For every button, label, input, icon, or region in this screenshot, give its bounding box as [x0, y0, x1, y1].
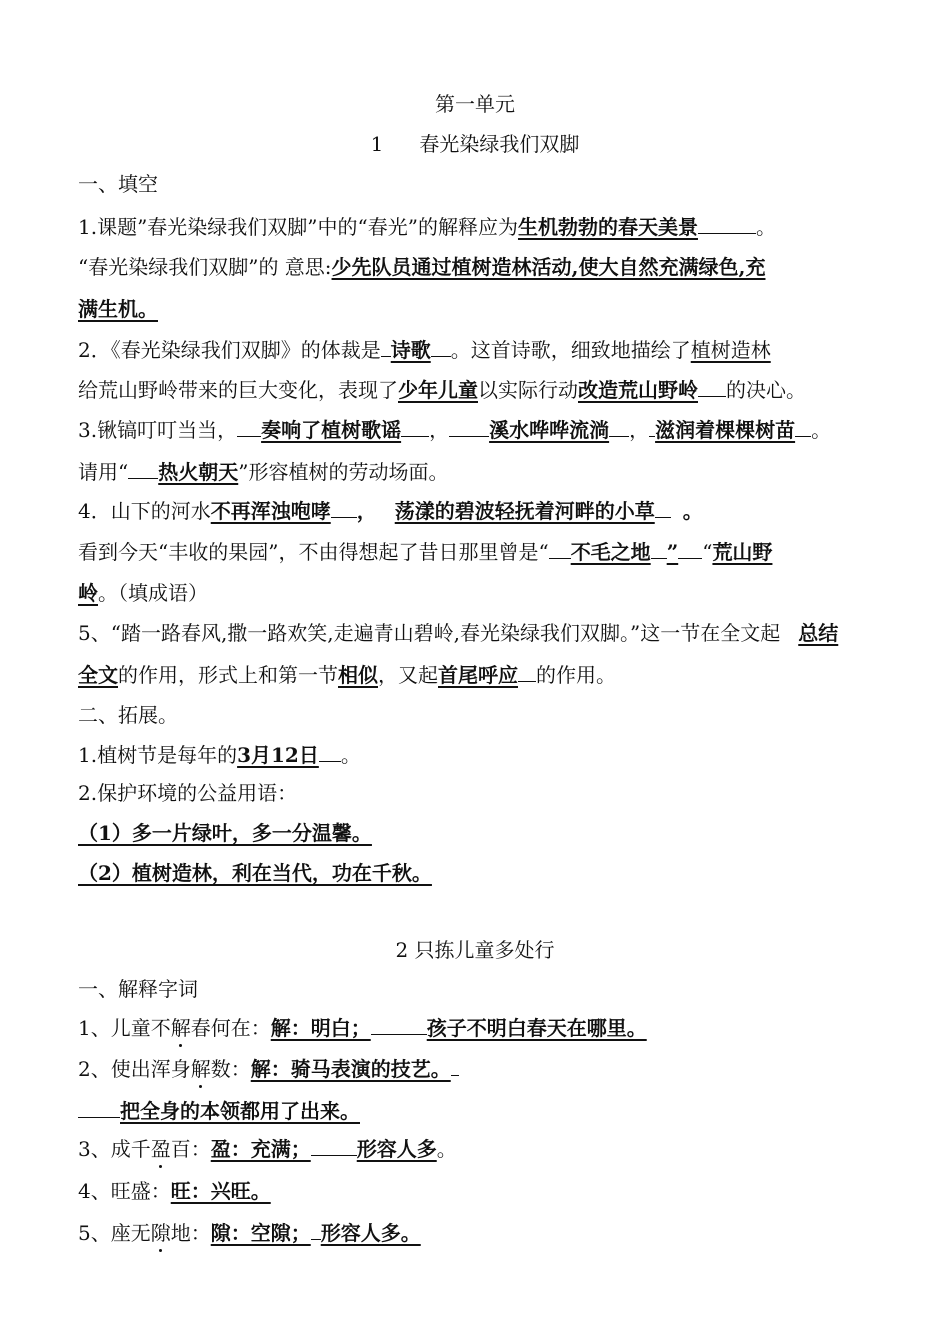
question-1-meaning-cont [78, 296, 158, 322]
answer: 旺：兴旺。 [170, 1179, 271, 1203]
answer: 全文 [78, 663, 118, 687]
answer: 热火朝天 [158, 460, 239, 484]
extension-1: 1.植树节是每年的3月12日 。 [78, 743, 361, 767]
answer: 诗歌 [390, 338, 431, 362]
question-3: 3.锹镐叮叮当当， 奏响了植树歌谣 ， 溪水哗哗流淌 ， 滋润着棵棵树苗 。 [78, 418, 832, 442]
answer: 3月12日 [237, 743, 319, 767]
word-5: 5、座无隙地：隙：空隙； 形容人多。 [78, 1221, 421, 1245]
slogan-1 [78, 820, 372, 846]
question-1-meaning: “春光染绿我们双脚”的 意思:少先队员通过植树造林活动,使大自然充满绿色,充 [78, 255, 766, 279]
answer: 不毛之地 [570, 540, 651, 564]
word-4: 4、旺盛：旺：兴旺。 [78, 1179, 271, 1203]
word-2: 2、使出浑身解数：解：骑马表演的技艺。 [78, 1055, 459, 1082]
unit-title: 第一单元 [435, 92, 515, 116]
answer: 岭 [78, 581, 98, 605]
answer: （1）多一片绿叶，多一分温馨。 [78, 821, 372, 845]
answer: 形容人多 [356, 1137, 437, 1161]
question-5: 5、“踏一路春风,撒一路欢笑,走遍青山碧岭,春光染绿我们双脚。”这一节在全文起 总结 [78, 621, 839, 645]
answer: 隙：空隙； [210, 1221, 311, 1245]
answer: 总结 [798, 621, 839, 645]
question-2-cont: 给荒山野岭带来的巨大变化，表现了少年儿童以实际行动改造荒山野岭 的决心。 [78, 378, 806, 402]
answer: 少先队员通过植树造林活动,使大自然充满绿色,充 [331, 255, 766, 279]
question-4-cont2: 岭。（填成语） [78, 581, 208, 605]
answer: 盈：充满； [210, 1137, 311, 1161]
answer: 滋润着棵棵树苗 [655, 418, 796, 442]
question-4: 4．山下的河水不再浑浊咆哮 ， 荡漾的碧波轻抚着河畔的小草 。 [78, 499, 703, 523]
answer: 解：骑马表演的技艺。 [250, 1057, 451, 1081]
section-explain-words-heading: 一、解释字词 [78, 977, 198, 1001]
answer: 荡漾的碧波轻抚着河畔的小草 [394, 499, 655, 523]
section-fill-blank-heading: 一、填空 [78, 172, 158, 196]
word-2-cont [78, 1097, 360, 1124]
word-3: 3、成千盈百：盈：充满； 形容人多。 [78, 1137, 457, 1161]
question-1: 1.课题”春光染绿我们双脚”中的“春光”的解释应为生机勃勃的春天美景 。 [78, 215, 776, 239]
answer: 荒山野 [712, 540, 773, 564]
answer: 奏响了植树歌谣 [261, 418, 402, 442]
extension-2: 2.保护环境的公益用语： [78, 781, 298, 805]
question-5-cont: 全文的作用，形式上和第一节相似，又起首尾呼应 的作用。 [78, 663, 616, 687]
answer: 生机勃勃的春天美景 [517, 215, 698, 239]
answer: 首尾呼应 [438, 663, 518, 687]
answer: 孩子不明白春天在哪里。 [426, 1016, 647, 1040]
question-2: 2．《春光染绿我们双脚》的体裁是 诗歌 。这首诗歌，细致地描绘了植树造林 [78, 338, 771, 362]
answer: （2）植树造林，利在当代，功在千秋。 [78, 861, 432, 885]
lesson2-title: 2 只拣儿童多处行 [395, 938, 555, 962]
answer: 不再浑浊咆哮 [210, 499, 331, 523]
answer: 满生机。 [78, 297, 158, 321]
lesson1-title: 1 春光染绿我们双脚 [370, 132, 580, 156]
word-1: 1、儿童不解春何在：解：明白； 孩子不明白春天在哪里。 [78, 1016, 647, 1040]
answer: 形容人多。 [320, 1221, 421, 1245]
answer: 解：明白； [270, 1016, 371, 1040]
slogan-2 [78, 860, 432, 886]
answer: 把全身的本领都用了出来。 [120, 1099, 360, 1123]
question-3-cont: 请用“ 热火朝天”形容植树的劳动场面。 [78, 460, 449, 484]
answer: 改造荒山野岭 [578, 378, 698, 402]
section-extension-heading: 二、拓展。 [78, 703, 178, 727]
answer: 相似 [338, 663, 378, 687]
answer: 少年儿童 [398, 378, 478, 402]
answer: 植树造林 [690, 338, 771, 362]
answer: 溪水哗哗流淌 [489, 418, 610, 442]
question-4-cont: 看到今天“丰收的果园”，不由得想起了昔日那里曾是“ 不毛之地 ” “荒山野 [78, 540, 773, 564]
